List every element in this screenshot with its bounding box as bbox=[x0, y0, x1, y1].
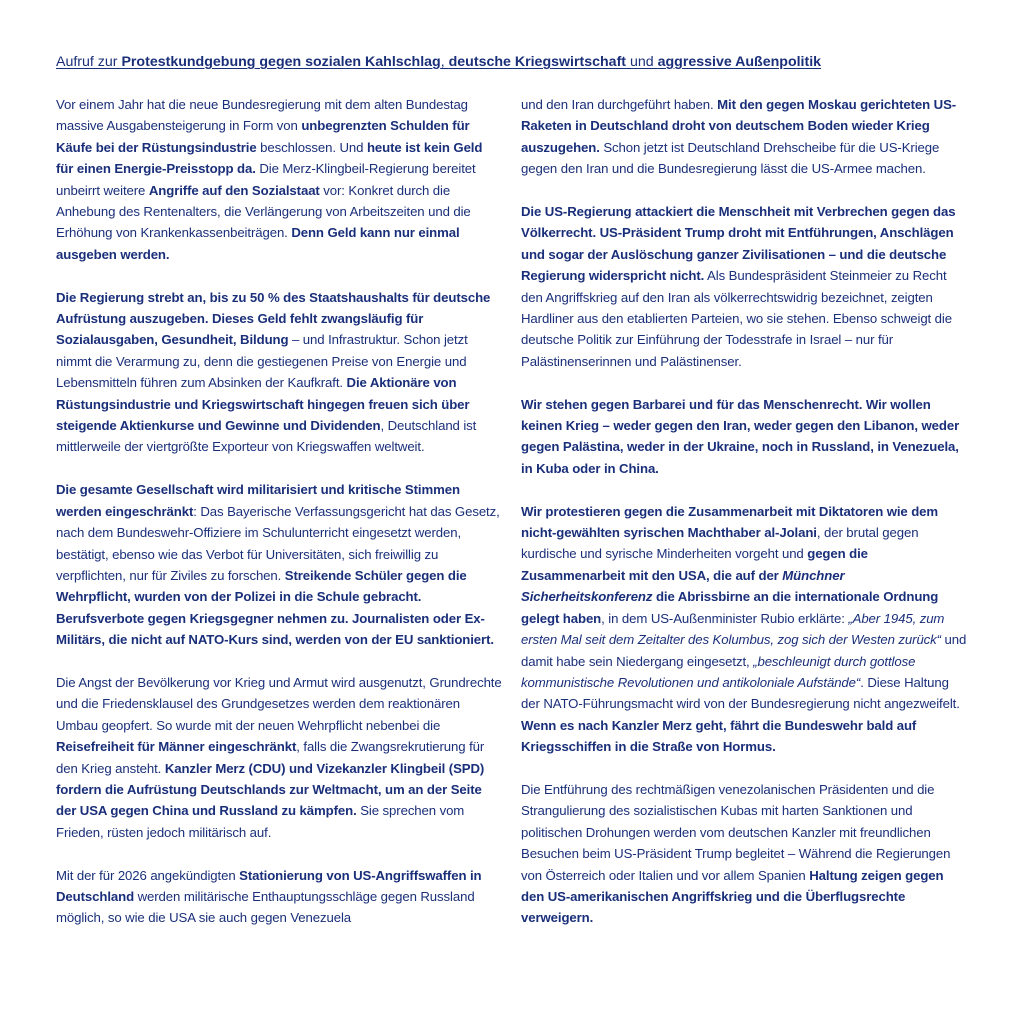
text-run: und damit habe sein Niedergang eingesetzt, bbox=[521, 632, 967, 669]
text-run: – und Infrastruktur. Schon jetzt nimmt die Verarmung zu, denn die gestiegenen Preise von Energie und Lebensmitteln führen zum Absinken der Kaufkraft. bbox=[56, 332, 468, 391]
emphasis-run: Streikende Schüler gegen die Wehrpflicht, wurden von der Polizei in die Schule gebracht. Berufsverbote gegen Kriegsgegner nehmen zu. Journalisten oder Ex-Militärs, die nicht auf NATO-Kurs sind, werden von der EU sanktioniert. bbox=[56, 567, 494, 648]
text-run: vor: Konkret durch die Anhebung des Rentenalters, die Verlängerung von Arbeitszeiten und die Erhöhung von Krankenkassenbeiträgen. bbox=[56, 182, 471, 241]
text-run: , falls die Zwangsrekrutierung für den Krieg ansteht. bbox=[56, 739, 485, 776]
paragraph bbox=[56, 94, 502, 265]
text-run: Sie sprechen vom Frieden, rüsten jedoch militärisch auf. bbox=[56, 803, 465, 840]
emphasis-run: heute ist kein Geld für einen Energie-Preisstopp da. bbox=[56, 139, 483, 177]
text-run: werden militärische Enthauptungsschläge gegen Russland möglich, so wie die USA sie auch gegen Venezuela bbox=[56, 888, 475, 926]
emphasis-run: Die US-Regierung attackiert die Menschheit mit Verbrechen gegen das Völkerrecht. US-Präsident Trump droht mit Entführungen, Anschlägen und sogar der Auslöschung ganzer Zivilisationen – und die deutsche Regierung widerspricht nicht. bbox=[521, 204, 956, 284]
paragraph bbox=[521, 501, 967, 758]
emphasis-run: Haltung zeigen gegen den US-amerikanischen Angriffskrieg und die Überflugsrechte verweigern. bbox=[521, 867, 944, 926]
paragraph bbox=[521, 94, 967, 180]
emphasis-run: die Abrissbirne an die internationale Ordnung gelegt haben bbox=[521, 589, 939, 626]
paragraph bbox=[56, 672, 502, 843]
text-run: Die Merz-Klingbeil-Regierung bereitet unbeirrt weitere bbox=[56, 161, 476, 198]
paragraph bbox=[521, 779, 967, 929]
emphasis-run: Kanzler Merz (CDU) und Vizekanzler Klingbeil (SPD) fordern die Aufrüstung Deutschlands zur Weltmacht, um an der Seite der USA gegen China und Russland zu kämpfen. bbox=[56, 760, 485, 819]
emphasis-run: Die gesamte Gesellschaft wird militarisiert und kritische Stimmen werden eingeschränkt bbox=[56, 482, 460, 519]
emphasis-run: „beschleunigt durch gottlose kommunistische Revolutionen und antikoloniale Aufstände“ bbox=[521, 653, 916, 690]
text-run: , in dem US-Außenminister Rubio erklärte: bbox=[601, 610, 849, 626]
emphasis-run: Wenn es nach Kanzler Merz geht, fährt die Bundeswehr bald auf Kriegsschiffen in die Straße von Hormus. bbox=[521, 717, 917, 755]
paragraph bbox=[56, 479, 502, 650]
text-run: Die Angst der Bevölkerung vor Krieg und Armut wird ausgenutzt, Grundrechte und die Friedensklausel des Grundgesetzes werden dem reaktionären Umbau geopfert. So wurde mit der neuen Wehrpflicht nebenbei die bbox=[56, 674, 502, 733]
text-run: , der brutal gegen kurdische und syrische Minderheiten vorgeht und bbox=[521, 525, 919, 562]
emphasis-run: Mit den gegen Moskau gerichteten US-Raketen in Deutschland droht von deutschem Boden wieder Krieg auszugehen. bbox=[521, 97, 957, 155]
left-column bbox=[56, 94, 502, 950]
emphasis-run: „Aber 1945, zum ersten Mal seit dem Zeitalter des Kolumbus, zog sich der Westen zurück“ bbox=[521, 610, 945, 648]
text-run: : Das Bayerische Verfassungsgericht hat das Gesetz, nach dem Bundeswehr-Offiziere im Schulunterricht eingesetzt werden, bestätigt, ebenso wie das Verbot für Universitäten, sich freiwillig zu verpflichten, nur für Ziviles zu forschen. bbox=[56, 503, 500, 583]
text-run: Schon jetzt ist Deutschland Drehscheibe für die US-Kriege gegen den Iran und die Bundesregierung lässt die US-Armee machen. bbox=[521, 139, 940, 177]
text-run: . Diese Haltung der NATO-Führungsmacht wird von der Bundesregierung nicht angezweifelt. bbox=[521, 674, 960, 712]
text-run: Die Entführung des rechtmäßigen venezolanischen Präsidenten und die Strangulierung des sozialistischen Kubas mit harten Sanktionen und politischen Drohungen werden vom deutschen Kanzler mit freundlichen Besuchen beim US-Präsident Trump begleitet – Während die Regierungen von Österreich oder Italien und vor allem Spanien bbox=[521, 781, 951, 883]
paragraph bbox=[521, 394, 967, 480]
title-bold-1: Protestkundgebung gegen sozialen Kahlschlag bbox=[121, 54, 441, 70]
title-sep-2: und bbox=[626, 54, 658, 70]
page-title bbox=[56, 52, 956, 72]
text-run: und den Iran durchgeführt haben. bbox=[521, 97, 718, 112]
text-run: beschlossen. Und bbox=[256, 139, 367, 155]
title-bold-3: aggressive Außenpolitik bbox=[657, 54, 822, 70]
emphasis-run: unbegrenzten Schulden für Käufe bei der Rüstungsindustrie bbox=[56, 118, 470, 155]
paragraph bbox=[56, 865, 502, 929]
emphasis-run: Münchner Sicherheitskonferenz bbox=[521, 567, 845, 605]
emphasis-run: Denn Geld kann nur einmal ausgeben werden. bbox=[56, 225, 460, 262]
emphasis-run: Wir protestieren gegen die Zusammenarbeit mit Diktatoren wie dem nicht-gewählten syrischen Machthaber al-Jolani bbox=[521, 503, 939, 541]
emphasis-run: Angriffe auf den Sozialstaat bbox=[148, 182, 320, 198]
text-run: , Deutschland ist mittlerweile der viertgrößte Exporteur von Kriegswaffen weltweit. bbox=[56, 418, 477, 455]
title-prefix: Aufruf zur bbox=[56, 54, 122, 70]
emphasis-run: gegen die Zusammenarbeit mit den USA, die auf der bbox=[521, 546, 868, 583]
emphasis-run: Stationierung von US-Angriffswaffen in Deutschland bbox=[56, 867, 482, 904]
emphasis-run: Reisefreiheit für Männer eingeschränkt bbox=[56, 739, 297, 755]
paragraph bbox=[521, 201, 967, 372]
paragraph bbox=[56, 287, 502, 458]
emphasis-run: Wir stehen gegen Barbarei und für das Menschenrecht. Wir wollen keinen Krieg – weder gegen den Iran, weder gegen den Libanon, weder gegen Palästina, weder in der Ukraine, noch in Russland, in Venezuela, in Kuba oder in China. bbox=[521, 396, 960, 476]
text-run: Mit der für 2026 angekündigten bbox=[56, 867, 240, 883]
text-run: Als Bundespräsident Steinmeier zu Recht den Angriffskrieg auf den Iran als völkerrechtswidrig bezeichnet, zeigten Hardliner aus den etablierten Parteien, wo sie stehen. Ebenso schweigt die deutsche Politik zur Einführung der Todesstrafe in Israel – nur für Palästinenserinnen und Palästinenser. bbox=[521, 268, 952, 369]
emphasis-run: Die Aktionäre von Rüstungsindustrie und Kriegswirtschaft hingegen freuen sich über steigende Aktienkurse und Gewinne und Dividenden bbox=[56, 375, 470, 434]
right-column bbox=[521, 94, 967, 950]
emphasis-run: Die Regierung strebt an, bis zu 50 % des Staatshaushalts für deutsche Aufrüstung auszugeben. Dieses Geld fehlt zwangsläufig für Sozialausgaben, Gesundheit, Bildung bbox=[56, 289, 491, 348]
text-run: Vor einem Jahr hat die neue Bundesregierung mit dem alten Bundestag massive Ausgabensteigerung in Form von bbox=[56, 97, 468, 134]
title-bold-2: deutsche Kriegswirtschaft bbox=[448, 54, 627, 70]
title-sep-1: , bbox=[440, 54, 449, 70]
